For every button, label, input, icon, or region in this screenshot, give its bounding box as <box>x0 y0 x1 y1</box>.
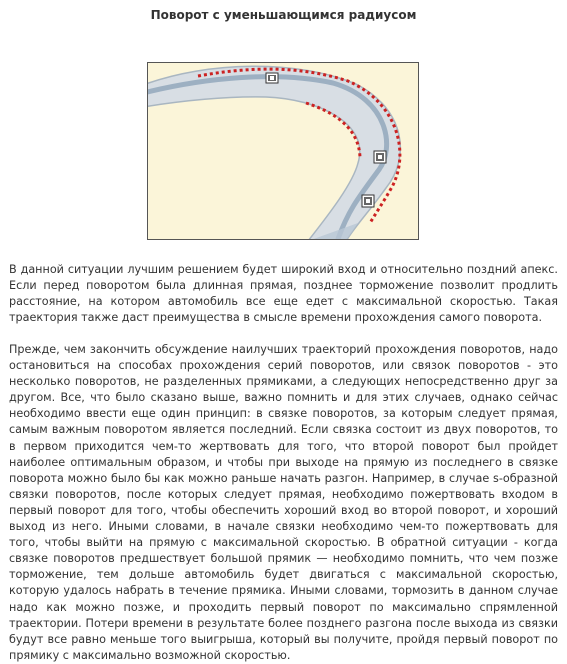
article-title: Поворот с уменьшающимся радиусом <box>150 8 417 22</box>
car-icon <box>266 73 278 83</box>
paragraph-1: В данной ситуации лучшим решением будет широкий вход и относительно поздний апекс. Если перед поворотом была длинная прямая, позднее торможение позволит продлить расстояние, на котором автомобиль все еще едет с максимальной скоростью. Такая траектория также даст преимущества в смысле времени прохождения самого поворота. <box>9 263 558 325</box>
car-icon <box>374 151 386 163</box>
car-icon <box>362 195 374 207</box>
track-diagram-svg <box>148 63 418 239</box>
road-surface <box>148 66 400 239</box>
track-diagram <box>147 62 419 240</box>
paragraph-2: Прежде, чем закончить обсуждение наилучших траекторий прохождения поворотов, надо остановиться на способах прохождения серий поворотов, или связок поворотов - это несколько поворотов, не разделенных прямиками, а следующих непосредственно друг за другом. Все, что было сказано выше, важно помнить и для этих случаев, однако сейчас необходимо ввести еще один принцип: в связке поворотов, за которым следует прямая, самым важным поворотом является последний. Если связка состоит из двух поворотов, то в первом приходится чем-то жертвовать для того, что второй поворот был пройдет наиболее оптимальным образом, и чтобы при выходе на прямую из последнего в связке поворота можно было бы как можно раньше начать разгон. Например, в случае s-образной связки поворотов, после которых следует прямая, необходимо пожертвовать входом в первый поворот для того, чтобы обеспечить хороший вход во второй поворот, и хороший выход из него. Иными словами, в начале связки необходимо чем-то пожертвовать для того, чтобы выйти на прямую с максимальной скоростью. В обратной ситуации - когда связке поворотов предшествует большой прямик — необходимо помнить, что чем позже торможение, тем дольше автомобиль будет двигаться с максимальной скоростью, которую удалось набрать в течение прямика. Иными словами, тормозить в данном случае надо как можно позже, и проходить первый поворот по максимально спрямленной траектории. Потери времени в результате более позднего разгона после выхода из связки будут все равно меньше того выигрыша, который вы получите, пройдя первый поворот по прямику с максимально возможной скоростью. <box>9 343 558 662</box>
